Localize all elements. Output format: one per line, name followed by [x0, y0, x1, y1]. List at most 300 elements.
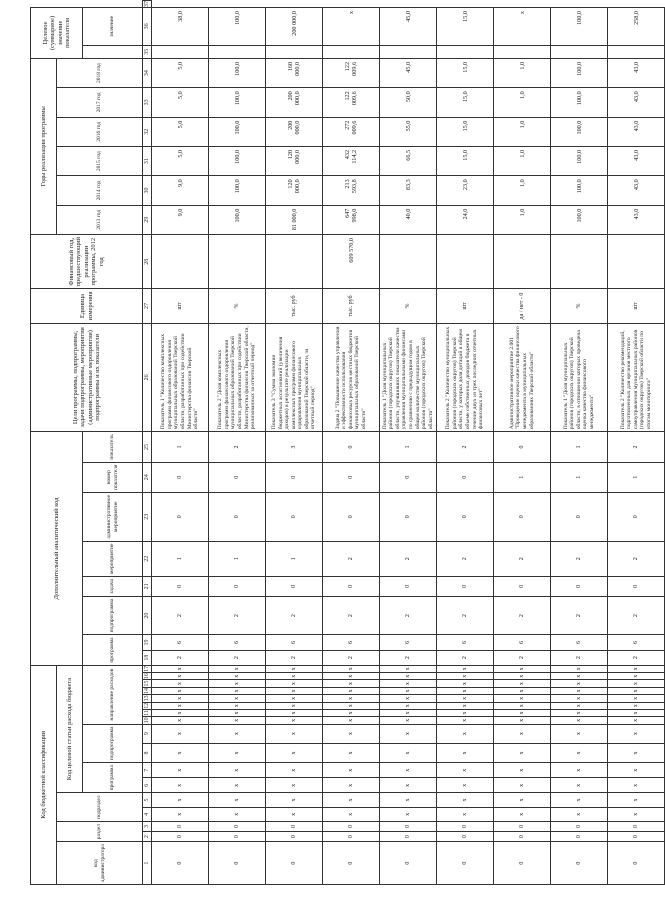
indicator-name: Показатель 1 "Количество комплексных программ финансового оздоровления муниципальных образований Тверской области, разработанных при содействии Министерства финансов Тверской области": [152, 323, 209, 432]
code-cell: x: [266, 807, 323, 821]
prev-year-value: 609 570,0: [323, 234, 380, 289]
code-cell: x: [209, 807, 266, 821]
code-cell: 2: [323, 596, 380, 635]
column-number: 30: [143, 176, 152, 205]
code-cell: x: [380, 793, 437, 807]
target-blank: [437, 45, 494, 58]
target-blank: [380, 45, 437, 58]
column-number: 32: [143, 117, 152, 146]
year-value: 9,0: [152, 205, 209, 234]
code-cell: x: [551, 695, 608, 702]
year-value: 5,0: [152, 58, 209, 87]
budget-code-header: Код бюджетной классификации: [31, 665, 57, 884]
year-value: 43,0: [608, 88, 665, 117]
code-cell: 0: [608, 821, 665, 831]
target-article-header: Код целевой статьи расхода бюджета: [57, 665, 83, 793]
code-cell: 0: [266, 462, 323, 492]
code-cell: x: [494, 695, 551, 702]
year-value: 15,0: [437, 117, 494, 146]
column-number: 36: [143, 8, 152, 46]
code-cell: 2: [494, 541, 551, 576]
year-value: 100,0: [209, 205, 266, 234]
years-header: Годы реализации программы: [31, 58, 57, 234]
subprogram-header: подпрограмма: [83, 724, 143, 763]
target-blank: [266, 45, 323, 58]
code-cell: x: [380, 687, 437, 694]
code-cell: 0: [266, 821, 323, 831]
year-value: 1,0: [494, 146, 551, 175]
code-cell: x: [380, 702, 437, 709]
code-cell: x: [266, 709, 323, 716]
code-cell: 2: [437, 650, 494, 665]
code-cell: x: [494, 665, 551, 672]
code-cell: x: [437, 807, 494, 821]
indicator-name: Показатель 2 "Количество муниципальных районов (городских округов) Тверской области, у которых доля дотаций в общем объеме собственных доходов бюджета в течение двух из трех последних отчетных финансовых лет": [437, 323, 494, 432]
code-cell: 2: [551, 541, 608, 576]
code-cell: 1: [494, 462, 551, 492]
direction-header: направление расходов: [83, 665, 143, 724]
code-cell: 1: [551, 432, 608, 462]
unit-cell: тыс. руб: [323, 289, 380, 323]
code-cell: x: [152, 807, 209, 821]
year-2016-header: 2016 год: [57, 117, 143, 146]
code-cell: 2: [380, 541, 437, 576]
year-value: 122 009,6: [323, 58, 380, 87]
indicator-name: Административное мероприятие 2.001 "Проведение оценки качества финансового менеджмента в муниципальных образованиях Тверской области": [494, 323, 551, 432]
code-cell: x: [323, 695, 380, 702]
code-cell: 2: [323, 650, 380, 665]
program-table: [30, 0, 665, 885]
code-cell: 0: [380, 821, 437, 831]
code-cell: x: [380, 778, 437, 793]
target-header: Целевое (суммарное) значение показателя: [31, 8, 83, 59]
code-cell: 0: [209, 832, 266, 842]
code-cell: x: [209, 793, 266, 807]
year-value: 50,0: [380, 88, 437, 117]
code-cell: x: [209, 702, 266, 709]
code-cell: x: [380, 680, 437, 687]
code-cell: 0: [608, 492, 665, 541]
indicator-name: Показатель 3 "Сумма экономии бюджетных ассигнований (увеличения доходов) в результате реализации комплексных программ финансового оздоровления муниципальных образований Тверской области, за отчетный период": [266, 323, 323, 432]
year-value: 43,0: [608, 205, 665, 234]
code-cell: x: [152, 793, 209, 807]
code-cell: 0: [551, 832, 608, 842]
year-value: 100,0: [551, 205, 608, 234]
code-cell: x: [152, 673, 209, 680]
additional-code-header: Дополнительный аналитический код: [31, 432, 83, 665]
code-cell: 6: [551, 635, 608, 650]
table-row: [437, 1, 494, 885]
code-cell: x: [608, 680, 665, 687]
code-cell: 0: [266, 832, 323, 842]
code-cell: x: [266, 743, 323, 762]
target-blank: [209, 45, 266, 58]
year-value: 9,0: [152, 176, 209, 205]
code-cell: x: [494, 724, 551, 743]
code-cell: x: [209, 695, 266, 702]
column-number: 25: [143, 432, 152, 462]
code-cell: x: [608, 778, 665, 793]
code-cell: x: [608, 702, 665, 709]
column-number: 10: [144, 717, 150, 724]
code-cell: x: [209, 687, 266, 694]
code-cell: x: [608, 695, 665, 702]
code-cell: 0: [494, 432, 551, 462]
year-value: 100,0: [209, 146, 266, 175]
year-2017-header: 2017 год: [57, 88, 143, 117]
indicator-name: Показатель 1 "Доля муниципальных районов (городских округов) Тверской области, в отношении которых проведена оценка качества финансового менеджмента": [551, 323, 608, 432]
code-cell: x: [437, 695, 494, 702]
year-value: 200 000,0: [266, 88, 323, 117]
year-value: 5,0: [152, 88, 209, 117]
code-cell: 0: [380, 832, 437, 842]
code-cell: 2: [209, 596, 266, 635]
code-cell: 0: [494, 492, 551, 541]
year-2013-header: 2013 год: [57, 205, 143, 234]
column-number: 28: [143, 234, 152, 289]
code-cell: 2: [608, 541, 665, 576]
year-value: 23,0: [437, 176, 494, 205]
year-value: 5,0: [152, 146, 209, 175]
target-sub-blank: [83, 45, 143, 58]
unit-cell: %: [551, 289, 608, 323]
indicator-name: Показатель 2 "Доля комплексных программ финансового оздоровления муниципальных образований Тверской области, разработанных при содействии Министерства финансов Тверской области, реализованных за отчетный период": [209, 323, 266, 432]
column-number: 22: [143, 541, 152, 576]
column-number: 23: [143, 492, 152, 541]
code-cell: x: [152, 665, 209, 672]
year-value: 15,0: [437, 146, 494, 175]
column-number: 7: [143, 763, 152, 778]
code-cell: x: [608, 687, 665, 694]
code-cell: 0: [380, 462, 437, 492]
year-2015-header: 2015 год: [57, 146, 143, 175]
table-body: [152, 1, 665, 885]
code-cell: x: [551, 687, 608, 694]
code-cell: x: [608, 724, 665, 743]
code-cell: 2: [380, 596, 437, 635]
code-cell: x: [380, 763, 437, 778]
code-cell: 0: [551, 821, 608, 831]
column-number: 35: [143, 45, 152, 58]
column-number: 37: [144, 1, 150, 7]
code-cell: x: [209, 717, 266, 724]
code-cell: 2: [437, 432, 494, 462]
code-cell: 0: [437, 842, 494, 885]
code-cell: 0: [437, 832, 494, 842]
code-cell: x: [152, 778, 209, 793]
target-blank: [323, 45, 380, 58]
program-header: программа: [83, 763, 143, 793]
year-value: 100,0: [551, 88, 608, 117]
code-cell: x: [266, 717, 323, 724]
code-cell: 0: [608, 832, 665, 842]
unit-cell: шт: [152, 289, 209, 323]
column-number: 24: [143, 462, 152, 492]
table-row: [551, 1, 608, 885]
code-cell: 0: [152, 492, 209, 541]
column-number: 8: [143, 743, 152, 762]
code-cell: x: [551, 807, 608, 821]
unit-header: Единица измерения: [31, 289, 143, 323]
year-value: 120 000,0: [266, 146, 323, 175]
code-cell: x: [209, 724, 266, 743]
code-cell: 2: [551, 650, 608, 665]
column-number: 33: [143, 88, 152, 117]
year-value: 66,5: [380, 146, 437, 175]
code-cell: 1: [551, 462, 608, 492]
code-cell: x: [494, 709, 551, 716]
year-value: 120 000,0: [266, 176, 323, 205]
target-blank: [152, 45, 209, 58]
goal-header: Цели программы, подпрограммы, задачи подпрограммы, мероприятия (административные мероприятия) подпрограммы и их показатели: [31, 323, 143, 432]
target-value: x: [323, 8, 380, 46]
code-cell: x: [608, 665, 665, 672]
code-cell: x: [437, 687, 494, 694]
code-cell: x: [494, 793, 551, 807]
code-cell: x: [323, 724, 380, 743]
code-cell: 2: [494, 596, 551, 635]
year-value: 100,0: [209, 58, 266, 87]
table-row: [152, 1, 209, 885]
year-value: 1,0: [494, 88, 551, 117]
code-cell: x: [380, 743, 437, 762]
year-value: 43,0: [608, 117, 665, 146]
column-number: 16: [144, 673, 150, 680]
code-cell: x: [551, 743, 608, 762]
code-cell: x: [323, 763, 380, 778]
code-cell: x: [494, 680, 551, 687]
code-cell: 0: [380, 576, 437, 596]
code-cell: 6: [494, 635, 551, 650]
code-cell: x: [266, 695, 323, 702]
column-number: 15: [144, 680, 150, 687]
prev-year-value: [266, 234, 323, 289]
code-cell: x: [608, 709, 665, 716]
column-number: 21: [143, 576, 152, 596]
target-value: 100,0: [551, 8, 608, 46]
code-cell: 0: [266, 492, 323, 541]
code-cell: x: [209, 709, 266, 716]
code-cell: x: [152, 702, 209, 709]
code-cell: 2: [266, 650, 323, 665]
target-value: x: [494, 8, 551, 46]
column-number: 26: [143, 323, 152, 432]
unit-cell: %: [380, 289, 437, 323]
year-value: 100,0: [209, 176, 266, 205]
code-cell: 0: [437, 821, 494, 831]
column-number: 14: [144, 687, 150, 694]
column-number: 34: [143, 58, 152, 87]
code-cell: 0: [323, 432, 380, 462]
table-row: [209, 1, 266, 885]
year-value: 45,0: [380, 58, 437, 87]
target-blank: [551, 45, 608, 58]
code-cell: 0: [608, 576, 665, 596]
code-cell: x: [266, 778, 323, 793]
code-cell: 0: [209, 492, 266, 541]
code-cell: x: [551, 763, 608, 778]
code-cell: 0: [209, 821, 266, 831]
indicator-kind-header: административное мероприятие: [83, 492, 143, 541]
column-number: 27: [143, 289, 152, 323]
column-number: 1: [143, 842, 152, 885]
code-cell: x: [494, 807, 551, 821]
indicator-name: Задача 2 "Повышение качества управления и эффективности использования финансовых ресурсов местных бюджетов муниципальных образований Тверской области": [323, 323, 380, 432]
year-value: 200 000,0: [266, 117, 323, 146]
code-cell: 0: [437, 462, 494, 492]
code-cell: 0: [437, 492, 494, 541]
unit-cell: тыс. руб: [266, 289, 323, 323]
code-cell: 0: [323, 832, 380, 842]
code-cell: 6: [437, 635, 494, 650]
year-value: 100,0: [209, 88, 266, 117]
year-value: 213 593,8: [323, 176, 380, 205]
year-2018-header: 2018 год: [57, 58, 143, 87]
code-cell: x: [323, 807, 380, 821]
code-cell: 2: [494, 650, 551, 665]
code-cell: x: [266, 665, 323, 672]
code-cell: x: [494, 673, 551, 680]
year-value: 432 114,2: [323, 146, 380, 175]
year-value: 5,0: [152, 117, 209, 146]
column-number: 31: [143, 146, 152, 175]
code-cell: x: [209, 665, 266, 672]
code-cell: x: [323, 680, 380, 687]
unit-cell: да / нет - 0: [494, 289, 551, 323]
unit-cell: шт: [437, 289, 494, 323]
code-cell: x: [437, 724, 494, 743]
code-cell: x: [551, 665, 608, 672]
code-cell: 0: [152, 821, 209, 831]
indicator-name: Показатель 1 "Доля муниципальных районов (городских округов) Тверской области, улучшивших показатели качества управления муниципальными финансами по сравнению с предыдущим годом в общем количестве муниципальных районов (городских округов) Тверской области": [380, 323, 437, 432]
year-value: 83,3: [380, 176, 437, 205]
code-cell: x: [608, 763, 665, 778]
code-cell: x: [551, 778, 608, 793]
code-cell: x: [437, 763, 494, 778]
code-cell: x: [209, 778, 266, 793]
code-cell: x: [380, 709, 437, 716]
column-number: 17: [144, 665, 150, 672]
code-cell: 0: [608, 842, 665, 885]
year-value: 1,0: [494, 176, 551, 205]
code-cell: 2: [437, 596, 494, 635]
year-value: 647 998,0: [323, 205, 380, 234]
task-header: задача: [83, 576, 143, 596]
table-row: [380, 1, 437, 885]
code-cell: 0: [152, 832, 209, 842]
year-value: 1,0: [494, 58, 551, 87]
column-number: 4: [143, 807, 152, 821]
section-header: раздел: [57, 821, 143, 841]
year-value: 43,0: [608, 58, 665, 87]
code-cell: 2: [209, 432, 266, 462]
code-cell: x: [551, 680, 608, 687]
code-cell: x: [608, 793, 665, 807]
code-cell: 0: [266, 842, 323, 885]
target-value: 200 000,0: [266, 8, 323, 46]
code-cell: x: [551, 717, 608, 724]
code-cell: x: [437, 793, 494, 807]
year-value: 40,0: [380, 205, 437, 234]
year-value: 43,0: [608, 176, 665, 205]
table-row: [323, 1, 380, 885]
admin-code-header: код администратора: [57, 842, 143, 885]
code-cell: 1: [209, 541, 266, 576]
indicator-no-header: номер показателя: [83, 462, 143, 492]
column-number: 13: [144, 695, 150, 702]
subsection-header: подраздел: [57, 793, 143, 822]
code-cell: x: [266, 724, 323, 743]
code-cell: x: [494, 687, 551, 694]
code-cell: x: [380, 724, 437, 743]
code-cell: x: [551, 702, 608, 709]
year-value: 1,0: [494, 205, 551, 234]
target-value: 100,0: [209, 8, 266, 46]
code-cell: x: [152, 717, 209, 724]
column-number: 20: [143, 596, 152, 635]
year-value: 81 000,0: [266, 205, 323, 234]
code-cell: 6: [323, 635, 380, 650]
code-cell: x: [437, 778, 494, 793]
code-cell: x: [380, 807, 437, 821]
code-cell: 0: [380, 842, 437, 885]
code-cell: x: [152, 695, 209, 702]
program2-header: программа: [83, 635, 143, 665]
code-cell: x: [323, 687, 380, 694]
year-value: 160 000,0: [266, 58, 323, 87]
target-value: 258,0: [608, 8, 665, 46]
prev-year-value: [380, 234, 437, 289]
code-cell: x: [437, 680, 494, 687]
code-cell: 0: [494, 576, 551, 596]
code-cell: x: [323, 673, 380, 680]
code-cell: 1: [152, 541, 209, 576]
code-cell: x: [608, 673, 665, 680]
code-cell: 1: [152, 432, 209, 462]
code-cell: x: [437, 709, 494, 716]
column-number: 18: [143, 650, 152, 665]
target-blank: [494, 45, 551, 58]
code-cell: x: [437, 665, 494, 672]
code-cell: x: [266, 687, 323, 694]
code-cell: 0: [152, 462, 209, 492]
column-number-row: [143, 1, 152, 885]
code-cell: 6: [266, 635, 323, 650]
code-cell: x: [266, 702, 323, 709]
column-number: 29: [143, 205, 152, 234]
code-cell: x: [209, 743, 266, 762]
code-cell: 0: [209, 462, 266, 492]
code-cell: 2: [152, 650, 209, 665]
prev-year-value: [551, 234, 608, 289]
column-number: 2: [143, 832, 152, 842]
code-cell: x: [323, 793, 380, 807]
code-cell: x: [494, 743, 551, 762]
code-cell: x: [551, 673, 608, 680]
code-cell: x: [152, 680, 209, 687]
year-value: 272 009,6: [323, 117, 380, 146]
code-cell: 0: [551, 492, 608, 541]
code-cell: 6: [209, 635, 266, 650]
unit-cell: %: [209, 289, 266, 323]
year-value: 43,0: [608, 146, 665, 175]
code-cell: 2: [608, 432, 665, 462]
code-cell: 0: [494, 832, 551, 842]
code-cell: x: [437, 702, 494, 709]
code-cell: x: [266, 680, 323, 687]
code-cell: x: [551, 793, 608, 807]
code-cell: 2: [608, 650, 665, 665]
